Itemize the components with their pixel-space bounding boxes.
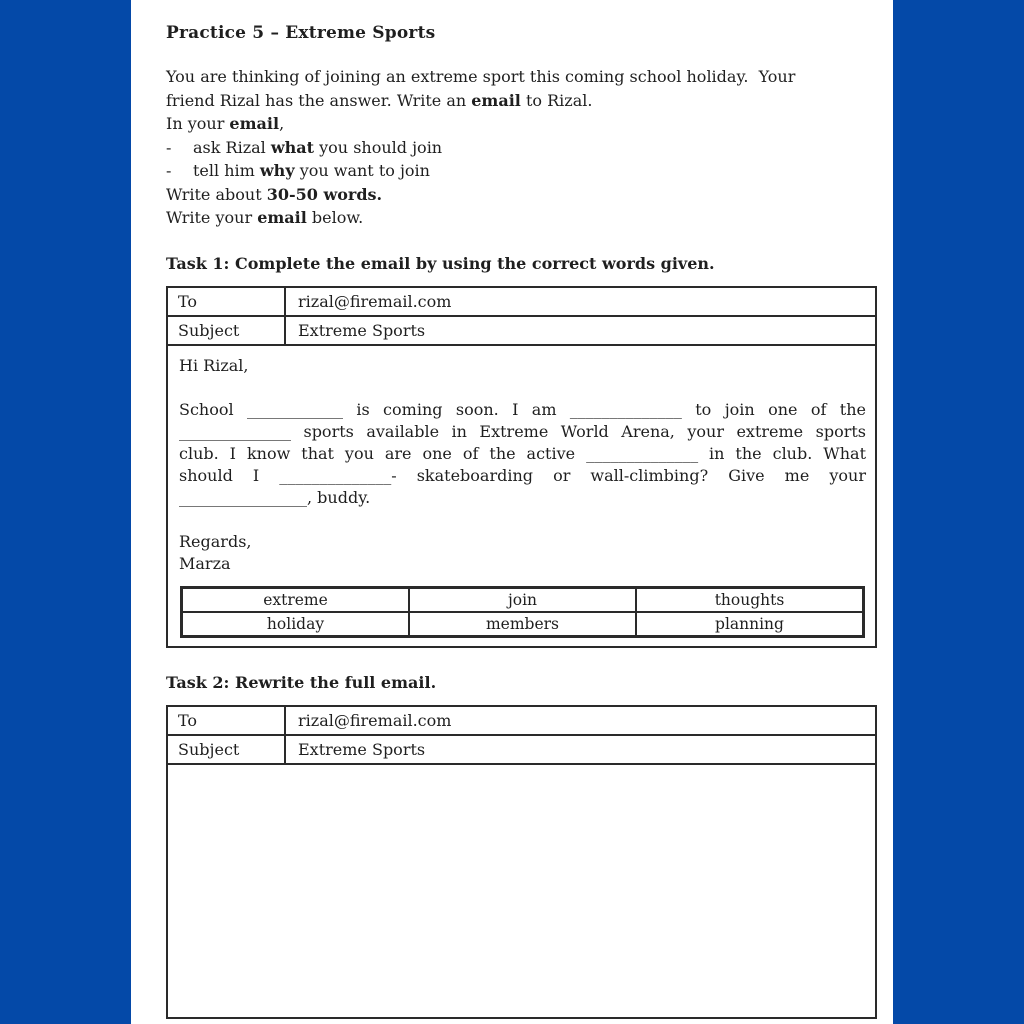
- intro-line: friend Rizal has the answer. Write an email to Rizal.: [166, 90, 593, 110]
- task2-blank-answer-area: [168, 765, 875, 1017]
- email-body-line: ______________ sports available in Extreme World Arena, your extreme sports: [179, 421, 866, 441]
- intro-line: Write about 30-50 words.: [166, 184, 383, 204]
- intro-line: You are thinking of joining an extreme sport this coming school holiday. Your: [166, 67, 796, 86]
- intro-bullet-item: [166, 136, 877, 160]
- word-bank-cell: holiday: [182, 612, 409, 636]
- task1-heading: Task 1: Complete the email by using the correct words given.: [166, 253, 715, 273]
- email-body-line: ________________, buddy.: [179, 487, 371, 507]
- email-body-line: club. I know that you are one of the active ______________ in the club. What: [179, 443, 866, 463]
- word-bank-cell: thoughts: [636, 588, 863, 612]
- task1-subject-row: [168, 317, 875, 346]
- task1-email-body: [168, 346, 875, 646]
- subject-field-value: Extreme Sports: [298, 320, 426, 340]
- bullet-marker: -: [166, 161, 172, 180]
- to-field-value: rizal@firemail.com: [298, 710, 452, 730]
- to-field-label: To: [168, 288, 286, 315]
- intro-line: In your email,: [166, 114, 285, 133]
- subject-field-label: Subject: [168, 317, 286, 344]
- word-bank-cell: extreme: [182, 588, 409, 612]
- bullet-marker: -: [166, 137, 172, 157]
- page-content: [131, 0, 893, 1019]
- word-bank-cell: planning: [636, 612, 863, 636]
- email-signature: Marza: [179, 553, 231, 573]
- email-closing: Regards,: [179, 531, 252, 551]
- email-greeting: Hi Rizal,: [179, 355, 249, 375]
- task2-subject-row: [168, 736, 875, 765]
- email-body-line: should I ______________- skateboarding or wall-climbing? Give me your: [179, 465, 866, 485]
- word-bank-table: [180, 586, 865, 638]
- task1-email-form: [166, 286, 877, 648]
- to-field-label: To: [168, 707, 286, 734]
- word-bank-cell: members: [409, 612, 636, 636]
- email-body-line: School ____________ is coming soon. I am ______________ to join one of the: [179, 399, 866, 419]
- intro-bullet-item: [166, 159, 877, 183]
- worksheet-page: [131, 0, 893, 1024]
- task2-heading: Task 2: Rewrite the full email.: [166, 672, 437, 692]
- page-title: Practice 5 – Extreme Sports: [166, 23, 436, 43]
- intro-line: Write your email below.: [166, 208, 364, 227]
- intro-paragraph: [166, 65, 877, 230]
- blank-line: [179, 377, 866, 399]
- blank-line: [179, 509, 866, 531]
- to-field-value: rizal@firemail.com: [298, 291, 452, 311]
- task2-to-row: [168, 707, 875, 736]
- task1-to-row: [168, 288, 875, 317]
- subject-field-label: Subject: [168, 736, 286, 763]
- word-bank-cell: join: [409, 588, 636, 612]
- subject-field-value: Extreme Sports: [298, 739, 426, 759]
- task2-email-form: [166, 705, 877, 1019]
- bullet-text: tell him why you want to join: [193, 161, 430, 180]
- bullet-text: ask Rizal what you should join: [193, 137, 443, 157]
